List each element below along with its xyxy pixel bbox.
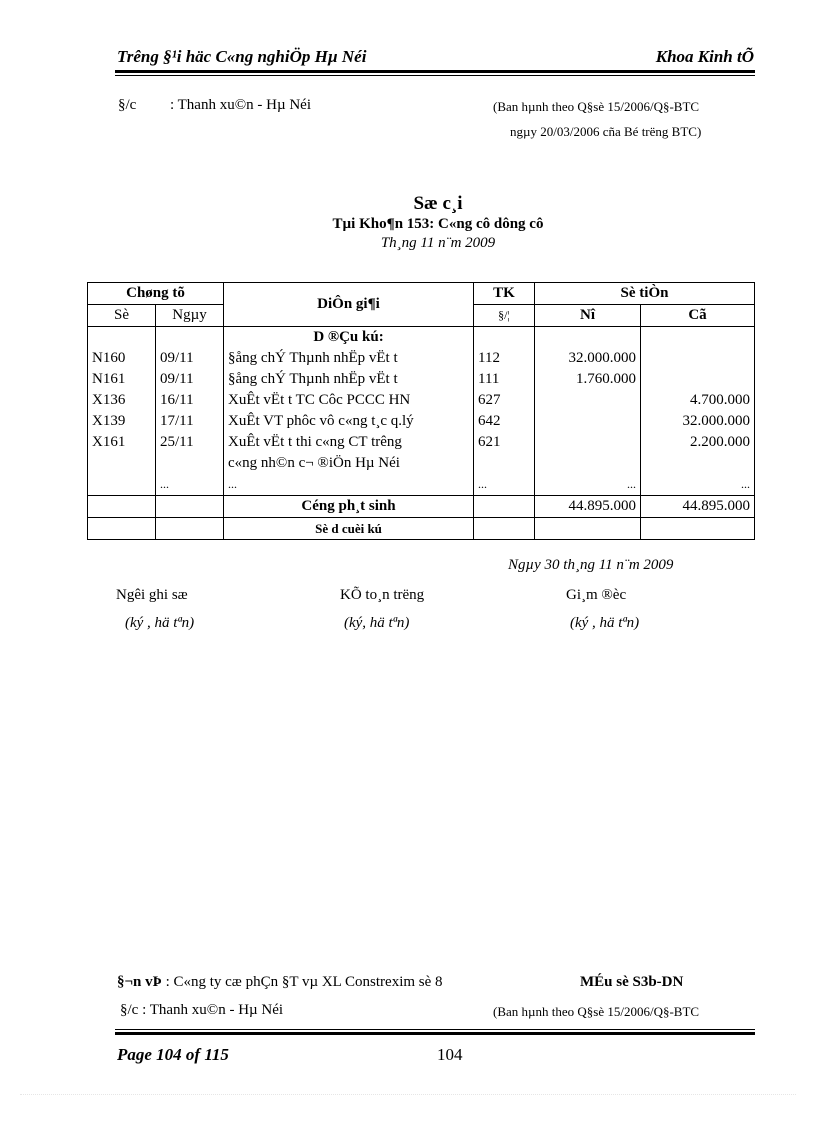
table-row xyxy=(88,390,755,411)
total-row xyxy=(88,496,755,518)
credit xyxy=(641,453,755,474)
voucher-date: 25/11 xyxy=(156,432,224,453)
description: XuÊt VT phôc vô c«ng t¸c q.lý xyxy=(224,411,474,432)
opening-balance-row xyxy=(88,327,755,349)
running-header-left: Trêng §¹i häc C«ng nghiÖp Hµ Néi xyxy=(117,47,367,66)
decision-line-2: ngµy 20/03/2006 cña Bé trëng BTC) xyxy=(510,124,702,139)
account: 111 xyxy=(474,369,535,390)
voucher-no: N161 xyxy=(88,369,156,390)
signature-note-chief-accountant: (ký, hä tªn) xyxy=(344,615,410,631)
debit xyxy=(535,411,641,432)
header-voucher-date: Ngµy xyxy=(156,305,224,327)
signature-note-recorder: (ký , hä tªn) xyxy=(125,615,195,631)
unit-label-text: §¬n vÞ xyxy=(117,974,162,990)
description: XuÊt vËt t TC Côc PCCC HN xyxy=(224,390,474,411)
closing-balance-label: Sè d cuèi kú xyxy=(224,518,474,540)
debit: 32.000.000 xyxy=(535,348,641,369)
account xyxy=(474,453,535,474)
account: 621 xyxy=(474,432,535,453)
bottom-decision: (Ban hµnh theo Q§sè 15/2006/Q§-BTC xyxy=(493,1004,700,1019)
debit: 1.760.000 xyxy=(535,369,641,390)
table-row xyxy=(88,369,755,390)
voucher-date: 09/11 xyxy=(156,348,224,369)
footer-rule-thin xyxy=(115,1029,755,1030)
header-voucher-no: Sè xyxy=(88,305,156,327)
header-account-sub: §/¦ xyxy=(474,305,535,327)
account: 642 xyxy=(474,411,535,432)
address-value: : Thanh xu©n - Hµ Néi xyxy=(170,97,311,113)
voucher-date: ... xyxy=(156,474,224,496)
opening-balance-label: D ®Çu kú: xyxy=(224,327,474,349)
decision-line-1: (Ban hµnh theo Q§sè 15/2006/Q§-BTC xyxy=(493,99,700,114)
unit-label xyxy=(117,974,443,991)
form-number: MÉu sè S3b-DN xyxy=(580,974,684,990)
table-row xyxy=(88,348,755,369)
ledger-subtitle: Tµi Kho¶n 153: C«ng cô dông cô xyxy=(332,216,544,232)
credit xyxy=(641,369,755,390)
ledger-title: Sæ c¸i xyxy=(413,193,463,214)
debit xyxy=(535,390,641,411)
description: c«ng nh©n c¬ ®iÖn Hµ Néi xyxy=(224,453,474,474)
voucher-date: 09/11 xyxy=(156,369,224,390)
header-voucher: Chøng tõ xyxy=(88,283,224,305)
header-rule xyxy=(115,70,755,73)
credit: 2.200.000 xyxy=(641,432,755,453)
table-row-ellipsis xyxy=(88,474,755,496)
voucher-no: X161 xyxy=(88,432,156,453)
voucher-date: 17/11 xyxy=(156,411,224,432)
table-row xyxy=(88,453,755,474)
bottom-address-value: Thanh xu©n - Hµ Néi xyxy=(149,1002,284,1018)
voucher-no xyxy=(88,453,156,474)
signing-date: Ngµy 30 th¸ng 11 n¨m 2009 xyxy=(508,557,674,573)
header-amount: Sè tiÒn xyxy=(535,283,755,305)
header-rule-thin xyxy=(115,75,755,76)
signature-role-chief-accountant: KÕ to¸n trëng xyxy=(340,587,425,603)
header-credit: Cã xyxy=(641,305,755,327)
header-account: TK xyxy=(474,283,535,305)
voucher-no: N160 xyxy=(88,348,156,369)
description: §ång chÝ Thµnh nhËp vËt t xyxy=(224,348,474,369)
table-row xyxy=(88,411,755,432)
signature-note-director: (ký , hä tªn) xyxy=(570,615,640,631)
total-credit: 44.895.000 xyxy=(641,496,755,518)
signature-role-recorder: Ngêi ghi sæ xyxy=(116,587,188,603)
total-debit: 44.895.000 xyxy=(535,496,641,518)
debit xyxy=(535,432,641,453)
signature-role-director: Gi¸m ®èc xyxy=(566,587,627,603)
bottom-address-label: §/c : xyxy=(120,1002,147,1018)
description: §ång chÝ Thµnh nhËp vËt t xyxy=(224,369,474,390)
voucher-date: 16/11 xyxy=(156,390,224,411)
running-header-right: Khoa Kinh tÕ xyxy=(655,47,754,66)
account: 112 xyxy=(474,348,535,369)
account: ... xyxy=(474,474,535,496)
footer-rule xyxy=(115,1032,755,1035)
footer-page-number: 104 xyxy=(437,1045,463,1064)
debit xyxy=(535,453,641,474)
table-row xyxy=(88,432,755,453)
debit: ... xyxy=(535,474,641,496)
unit-value: : C«ng ty cæ phÇn §T vµ XL Constrexim sè 8 xyxy=(165,974,443,990)
total-label: Céng ph¸t sinh xyxy=(224,496,474,518)
header-description: DiÔn gi¶i xyxy=(224,283,474,327)
header-debit: Nî xyxy=(535,305,641,327)
address-label: §/c xyxy=(118,97,137,113)
voucher-no: X139 xyxy=(88,411,156,432)
credit xyxy=(641,348,755,369)
voucher-date xyxy=(156,453,224,474)
closing-balance-row xyxy=(88,518,755,540)
credit: 4.700.000 xyxy=(641,390,755,411)
credit: ... xyxy=(641,474,755,496)
account: 627 xyxy=(474,390,535,411)
voucher-no: X136 xyxy=(88,390,156,411)
description: XuÊt vËt t thi c«ng CT trêng xyxy=(224,432,474,453)
ledger-period: Th¸ng 11 n¨m 2009 xyxy=(380,235,496,251)
ledger-table xyxy=(87,282,755,540)
footer-page-label: Page 104 of 115 xyxy=(117,1045,229,1064)
page-bottom-dotted-line xyxy=(20,1094,796,1095)
voucher-no xyxy=(88,474,156,496)
bottom-address xyxy=(120,1002,283,1019)
description: ... xyxy=(224,474,474,496)
credit: 32.000.000 xyxy=(641,411,755,432)
